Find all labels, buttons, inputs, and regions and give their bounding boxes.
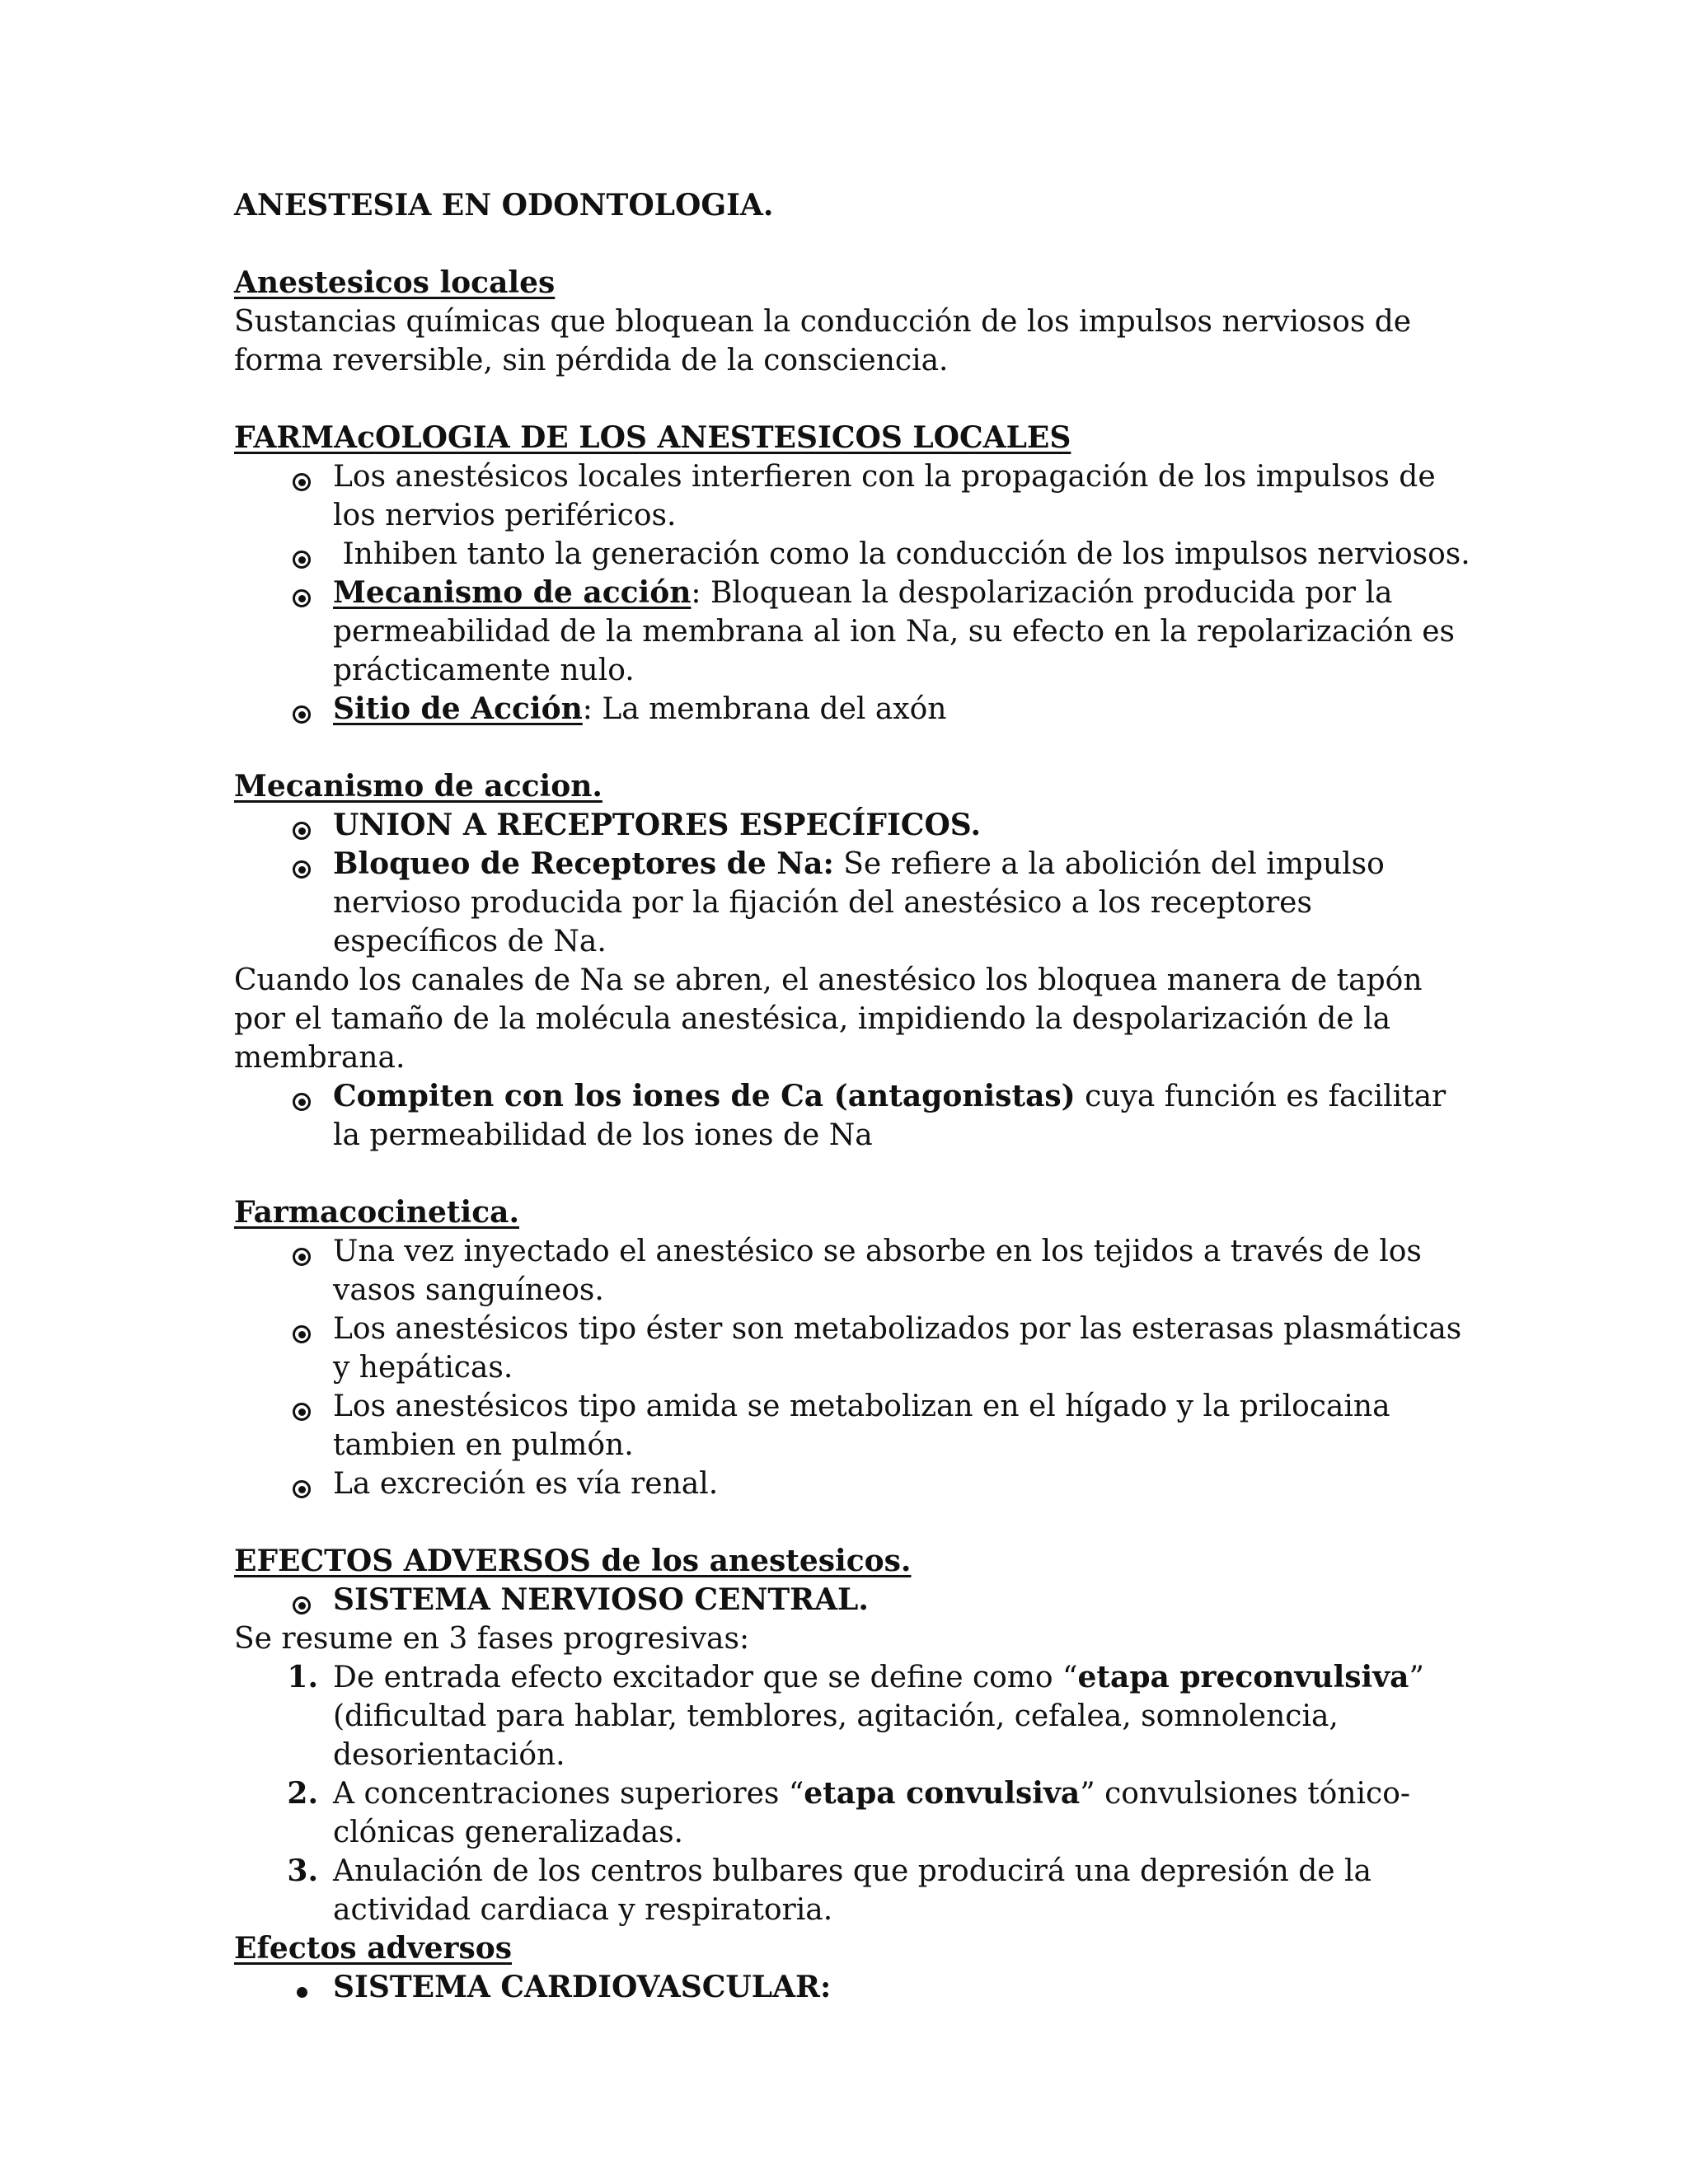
paragraph-definition: Sustancias químicas que bloquean la conducción de los impulsos nerviosos de forma reversible, sin pérdida de la consciencia.	[234, 305, 1412, 377]
list-item-text: UNION A RECEPTORES ESPECÍFICOS.	[333, 808, 982, 842]
document-title: ANESTESIA EN ODONTOLOGIA.	[234, 188, 774, 223]
numbered-item-bold: etapa preconvulsiva	[1077, 1660, 1409, 1694]
list-number: 1.	[287, 1660, 318, 1694]
circle-bullet-icon	[285, 1232, 318, 1271]
numbered-item-text: ” convulsiones tónico-clónicas generalizadas.	[333, 1777, 1411, 1849]
spacer	[234, 729, 1470, 767]
list-item	[234, 1465, 1470, 1503]
numbered-item-text: ” (dificultad para hablar, temblores, agitación, cefalea, somnolencia, desorientación.	[333, 1661, 1424, 1772]
numbered-item-bold: etapa convulsiva	[804, 1776, 1081, 1811]
list-item	[234, 806, 1470, 845]
circle-bullet-icon	[285, 535, 318, 574]
list-item-label: Mecanismo de acción	[333, 575, 692, 610]
list-number: 3.	[287, 1854, 318, 1888]
numbered-item	[234, 1774, 1470, 1852]
document-page	[234, 186, 1470, 2007]
paragraph-canales: Cuando los canales de Na se abren, el anestésico los bloquea manera de tapón por el tamaño de la molécula anestésica, impidiendo la despolarización de la membrana.	[234, 963, 1423, 1075]
circle-bullet-icon	[285, 1581, 318, 1619]
list-item	[234, 535, 1470, 574]
list-item-text: : La membrana del axón	[582, 692, 947, 726]
spacer	[234, 1155, 1470, 1193]
numbered-item-text: A concentraciones superiores “	[333, 1777, 804, 1811]
list-item	[234, 457, 1470, 535]
list-item-text: Inhiben tanto la generación como la conducción de los impulsos nerviosos.	[333, 537, 1470, 571]
circle-bullet-icon	[285, 845, 318, 883]
list-item	[234, 574, 1470, 690]
spacer	[234, 1503, 1470, 1542]
list-item	[234, 1077, 1470, 1155]
list-item	[234, 845, 1470, 961]
list-item-text: SISTEMA CARDIOVASCULAR:	[333, 1970, 832, 2004]
list-item-label: Compiten con los iones de Ca (antagonistas)	[333, 1079, 1076, 1113]
list-item-text: Los anestésicos tipo amida se metabolizan en el hígado y la prilocaina tambien en pulmón.	[333, 1390, 1390, 1462]
circle-bullet-icon	[285, 1077, 318, 1116]
list-item-text: Una vez inyectado el anestésico se absorbe en los tejidos a través de los vasos sanguíneos.	[333, 1235, 1422, 1307]
list-item-text: : Bloquean la despolarización producida por la permeabilidad de la membrana al ion Na, su efecto en la repolarización es prácticamente nulo.	[333, 576, 1455, 687]
list-item-text: Los anestésicos locales interfieren con la propagación de los impulsos de los nervios periféricos.	[333, 460, 1436, 532]
list-item-text: Los anestésicos tipo éster son metabolizados por las esterasas plasmáticas y hepáticas.	[333, 1312, 1462, 1385]
section-heading-efectos-adversos: EFECTOS ADVERSOS de los anestesicos.	[234, 1544, 912, 1578]
circle-bullet-icon	[285, 574, 318, 612]
circle-bullet-icon	[285, 690, 318, 729]
section-heading-farmacocinetica: Farmacocinetica.	[234, 1195, 519, 1230]
circle-bullet-icon	[285, 1310, 318, 1348]
section-heading-farmacologia: FARMAcOLOGIA DE LOS ANESTESICOS LOCALES	[234, 420, 1071, 455]
numbered-item-text: Anulación de los centros bulbares que producirá una depresión de la actividad cardiaca y respiratoria.	[333, 1854, 1372, 1927]
numbered-item-text: De entrada efecto excitador que se define como “	[333, 1661, 1078, 1694]
circle-bullet-icon	[285, 806, 318, 845]
numbered-item	[234, 1852, 1470, 1929]
list-item	[234, 1310, 1470, 1387]
list-number: 2.	[287, 1776, 318, 1811]
section-heading-anestesicos-locales: Anestesicos locales	[234, 265, 556, 300]
list-item	[234, 690, 1470, 729]
list-item	[234, 1581, 1470, 1619]
section-heading-mecanismo: Mecanismo de accion.	[234, 769, 603, 804]
numbered-item	[234, 1658, 1470, 1774]
paragraph-fases-intro: Se resume en 3 fases progresivas:	[234, 1622, 750, 1656]
list-item-text: La excreción es vía renal.	[333, 1467, 719, 1501]
list-item	[234, 1968, 1470, 2007]
spacer	[234, 225, 1470, 264]
circle-bullet-icon	[285, 1387, 318, 1426]
list-item-text: Se refiere a la abolición del impulso nervioso producida por la fijación del anestésico a los receptores específicos de Na.	[333, 847, 1385, 958]
disc-bullet-icon	[285, 1968, 318, 2007]
list-item-label: Sitio de Acción	[333, 691, 583, 726]
list-item-label: Bloqueo de Receptores de Na:	[333, 846, 834, 881]
list-item	[234, 1387, 1470, 1465]
list-item-text: SISTEMA NERVIOSO CENTRAL.	[333, 1582, 869, 1617]
circle-bullet-icon	[285, 457, 318, 496]
section-heading-efectos-adversos-2: Efectos adversos	[234, 1931, 513, 1966]
list-item-text: cuya función es facilitar la permeabilidad de los iones de Na	[333, 1080, 1447, 1152]
list-item	[234, 1232, 1470, 1310]
spacer	[234, 380, 1470, 419]
circle-bullet-icon	[285, 1465, 318, 1503]
